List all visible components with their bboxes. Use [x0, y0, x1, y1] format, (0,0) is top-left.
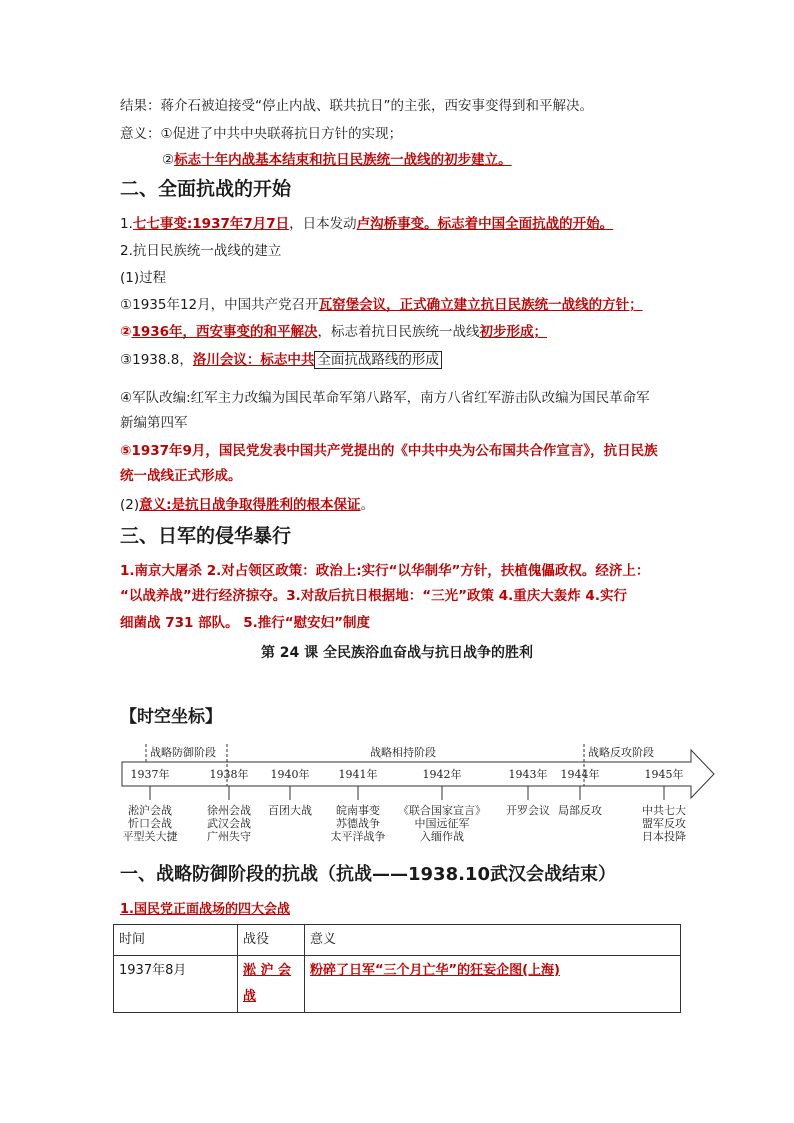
section-3-title: 三、日军的侵华暴行 [120, 525, 292, 547]
phase-counteroffensive: 战略反攻阶段 [588, 746, 654, 759]
timeline-event: 中国远征军 [414, 817, 470, 830]
process-5-line-1: ⑤1937年9月，国民党发表中国共产党提出的《中共中央为公布国共合作宣言》，抗日民族 [120, 443, 658, 459]
timeline-event: 武汉会战 [207, 817, 251, 830]
table-row [114, 956, 681, 1013]
battles-table [113, 924, 681, 1013]
phase-defense: 战略防御阶段 [150, 746, 216, 759]
meaning-line: 意义：①促进了中共中央联蒋抗日方针的实现； [120, 126, 403, 142]
timeline-event: 局部反攻 [558, 804, 602, 817]
timeline-event: 中共七大 [642, 804, 686, 817]
process-label: (1)过程 [120, 270, 167, 286]
timeline-event: 淞沪会战 [128, 804, 172, 817]
timeline-year: 1944年 [560, 768, 600, 781]
timeline-event: 太平洋战争 [330, 830, 386, 843]
section-2-title: 二、全面抗战的开始 [120, 178, 292, 200]
timeline-heading: 【时空坐标】 [120, 707, 222, 727]
timeline-event: 入缅作战 [420, 830, 464, 843]
section-defense-title: 一、战略防御阶段的抗战（抗战——1938.10武汉会战结束） [120, 864, 616, 885]
four-battles-subtitle: 1.国民党正面战场的四大会战 [120, 902, 290, 917]
timeline-year: 1937年 [130, 768, 170, 781]
process-1: ①1935年12月，中国共产党召开瓦窑堡会议，正式确立建立抗日民族统一战线的方针； [120, 297, 643, 313]
cell-meaning: 粉碎了日军“三个月亡华”的狂妄企图(上海) [305, 956, 681, 1013]
timeline-year: 1943年 [508, 768, 548, 781]
result-line: 结果：蒋介石被迫接受“停止内战、联共抗日”的主张，西安事变得到和平解决。 [120, 98, 593, 114]
timeline-year: 1938年 [209, 768, 249, 781]
header-time: 时间 [114, 925, 238, 956]
process-5-line-2: 统一战线正式形成。 [120, 468, 242, 484]
item-qiqi: 1.七七事变:1937年7月7日，日本发动卢沟桥事变。标志着中国全面抗战的开始。 [120, 216, 614, 232]
timeline-year: 1942年 [422, 768, 462, 781]
timeline-event: 苏德战争 [336, 817, 380, 830]
header-meaning: 意义 [305, 925, 681, 956]
timeline-year: 1945年 [644, 768, 684, 781]
significance-line: (2)意义:是抗日战争取得胜利的根本保证。 [120, 497, 375, 513]
timeline-event: 百团大战 [268, 804, 312, 817]
process-4-line-1: ④军队改编:红军主力改编为国民革命军第八路军，南方八省红军游击队改编为国民革命军 [120, 390, 650, 406]
timeline-year: 1940年 [270, 768, 310, 781]
atrocities-line-1: 1.南京大屠杀 2.对占领区政策：政治上:实行“以华制华”方针，扶植傀儡政权。经济上： [120, 563, 650, 579]
timeline-event: 皖南事变 [336, 804, 380, 817]
timeline-event: 《联合国家宣言》 [398, 804, 486, 817]
meaning-line-2: ②标志十年内战基本结束和抗日民族统一战线的初步建立。 [162, 152, 512, 168]
cell-time: 1937年8月 [114, 956, 238, 1013]
timeline-event: 日本投降 [642, 830, 686, 843]
timeline-event: 盟军反攻 [642, 817, 686, 830]
atrocities-line-3: 细菌战 731 部队。 5.推行“慰安妇”制度 [120, 615, 371, 631]
process-4-line-2: 新编第四军 [120, 415, 188, 431]
process-2: ②1936年，西安事变的和平解决，标志着抗日民族统一战线初步形成； [120, 324, 548, 340]
timeline-event: 广州失守 [207, 830, 251, 843]
timeline-event: 平型关大捷 [122, 830, 178, 843]
atrocities-line-2: “以战养战”进行经济掠夺。3.对敌后抗日根据地：“三光”政策 4.重庆大轰炸 4.实行 [120, 588, 627, 604]
timeline-event: 开罗会议 [506, 804, 550, 817]
timeline-event: 忻口会战 [128, 817, 172, 830]
phase-stalemate: 战略相持阶段 [370, 746, 436, 759]
timeline-year: 1941年 [338, 768, 378, 781]
timeline-event: 徐州会战 [207, 804, 251, 817]
process-3: ③1938.8，洛川会议：标志中共 全面抗战路线的形成 [120, 350, 442, 370]
item-united-front: 2.抗日民族统一战线的建立 [120, 243, 282, 259]
table-header-row [114, 925, 681, 956]
lesson-title: 第 24 课 全民族浴血奋战与抗日战争的胜利 [260, 645, 534, 661]
header-battle: 战役 [238, 925, 305, 956]
cell-battle: 淞 沪 会 战 [238, 956, 305, 1013]
